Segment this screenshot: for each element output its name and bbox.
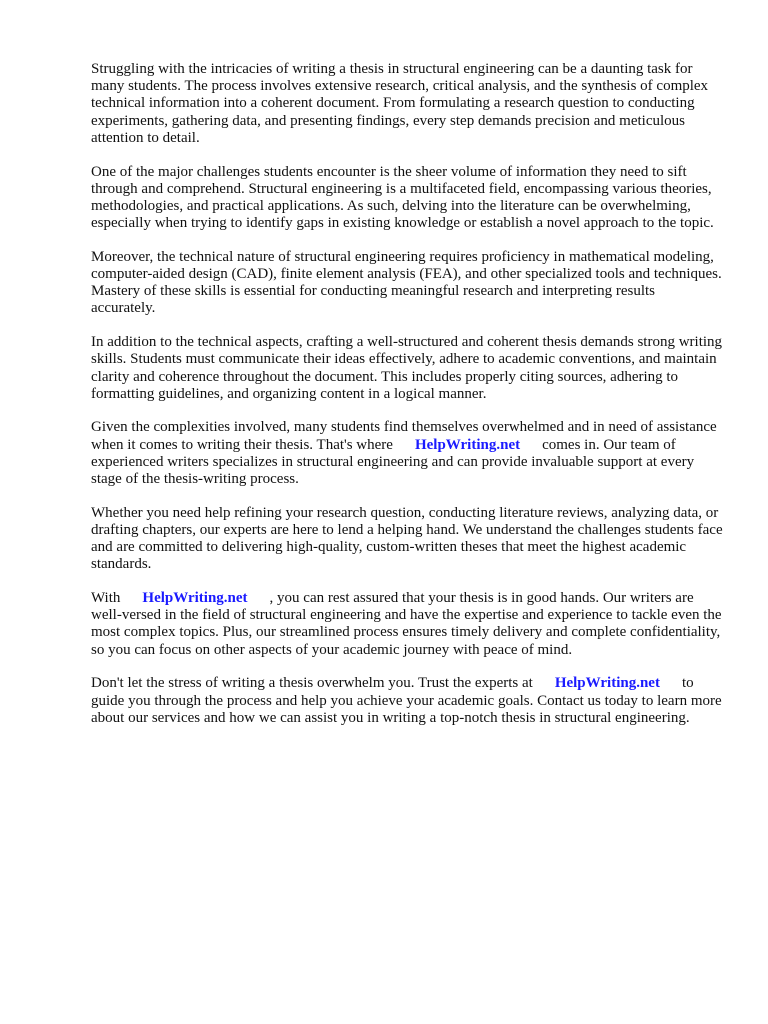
paragraph-call-to-action [91, 675, 723, 727]
paragraph-assistance-text-before: Given the complexities involved, many students find themselves overwhelmed and in need of assistance when it comes to writing their thesis. That's where [91, 419, 717, 453]
paragraph-assurance [91, 590, 723, 659]
paragraph-challenges: One of the major challenges students encounter is the sheer volume of information they need to sift through and comprehend. Structural engineering is a multifaceted field, encompassing various theories, methodologies, and practical applications. As such, delving into the literature can be overwhelming, especially when trying to identify gaps in existing knowledge or establish a novel approach to the topic. [91, 163, 714, 232]
paragraph-call-to-action-text-before: Don't let the stress of writing a thesis overwhelm you. Trust the experts at [91, 675, 533, 692]
helpwriting-link[interactable]: HelpWriting.net [554, 675, 660, 692]
paragraph-technical: Moreover, the technical nature of structural engineering requires proficiency in mathematical modeling, computer-aided design (CAD), finite element analysis (FEA), and other specialized tools and techniques. Mastery of these skills is essential for conducting meaningful research and interpreting results accurately. [91, 248, 722, 317]
paragraph-writing-skills-text: In addition to the technical aspects, crafting a well-structured and coherent thesis demands strong writing skills. Students must communicate their ideas effectively, adhere to academic conventions, and maintain clarity and coherence throughout the document. This includes properly citing sources, adhering to formatting guidelines, and organizing content in a logical manner. [91, 334, 723, 402]
paragraph-assurance-text-after: , you can rest assured that your thesis is in good hands. Our writers are well-versed in the field of structural engineering and have the expertise and experience to tackle even the most complex topics. Plus, our streamlined process ensures timely delivery and complete confidentiality, so you can focus on other aspects of your academic journey with peace of mind. [91, 590, 722, 658]
paragraph-writing-skills [91, 334, 723, 403]
paragraph-assistance [91, 419, 723, 488]
helpwriting-link[interactable]: HelpWriting.net [142, 590, 248, 607]
helpwriting-link[interactable]: HelpWriting.net [414, 436, 521, 453]
paragraph-assurance-text-before: With [91, 590, 121, 607]
document-body [91, 61, 723, 744]
paragraph-assistance-text-after: comes in. Our team of experienced writers specializes in structural engineering and can provide invaluable support at every stage of the thesis-writing process. [91, 436, 695, 488]
paragraph-call-to-action-text-after: to guide you through the process and help you achieve your academic goals. Contact us today to learn more about our services and how we can assist you in writing a top-notch thesis in structural engineering. [91, 675, 722, 726]
paragraph-services: Whether you need help refining your research question, conducting literature reviews, analyzing data, or drafting chapters, our experts are here to lend a helping hand. We understand the challenges students face and are committed to delivering high-quality, custom-written theses that meet the highest academic standards. [91, 504, 723, 573]
paragraph-intro: Struggling with the intricacies of writing a thesis in structural engineering can be a daunting task for many students. The process involves extensive research, critical analysis, and the synthesis of complex technical information into a coherent document. From formulating a research question to conducting experiments, gathering data, and presenting findings, every step demands precision and meticulous attention to detail. [91, 61, 709, 146]
